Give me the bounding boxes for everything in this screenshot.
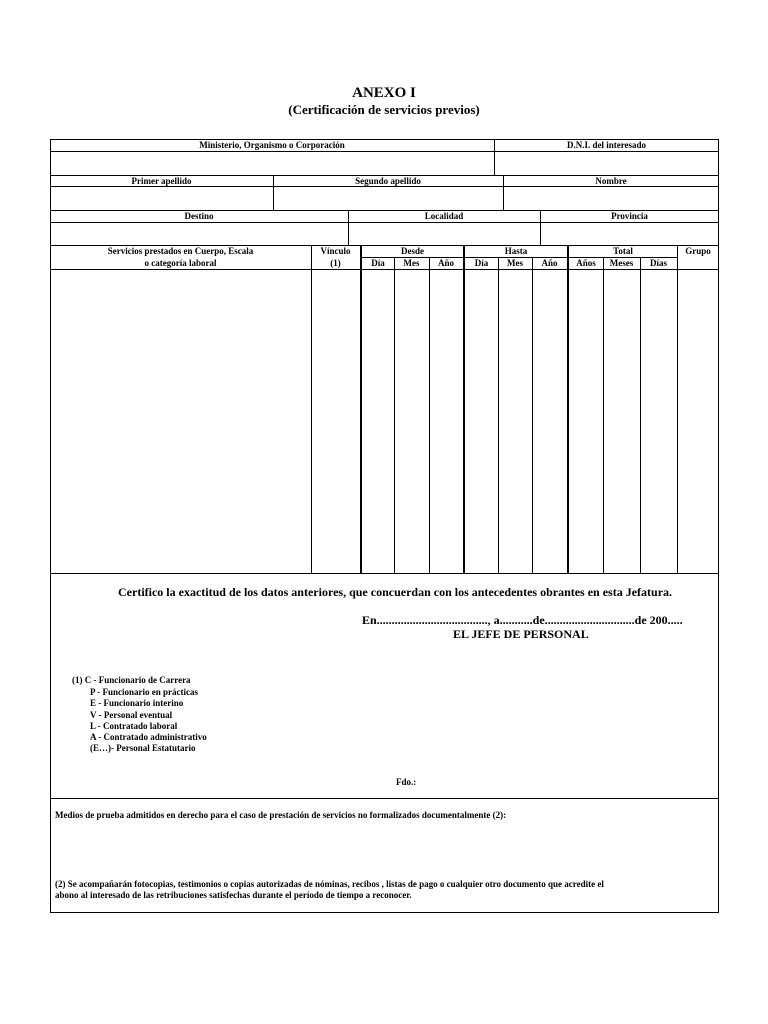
label-vinculo-line2: (1): [330, 258, 341, 268]
certification-signer: EL JEFE DE PERSONAL: [453, 627, 589, 641]
services-table-body[interactable]: [51, 270, 718, 572]
legend-item: V - Personal eventual: [90, 710, 173, 720]
label-desde-ano: Año: [437, 258, 454, 268]
legend-item: (1) C - Funcionario de Carrera: [72, 675, 191, 685]
label-ministerio: Ministerio, Organismo o Corporación: [199, 140, 345, 150]
document-subtitle: (Certificación de servicios previos): [288, 102, 480, 117]
field-segundo-apellido[interactable]: [274, 187, 502, 209]
label-desde: Desde: [401, 246, 424, 256]
document-title: ANEXO I: [352, 85, 416, 101]
certification-place-date: En....................................., a...........de..............................de 200.....: [362, 613, 683, 627]
legend-item: (E…)- Personal Estatutario: [90, 743, 196, 753]
label-dni: D.N.I. del interesado: [566, 140, 647, 150]
legend-item: P - Funcionario en prácticas: [90, 687, 198, 697]
label-localidad: Localidad: [424, 211, 464, 221]
field-provincia[interactable]: [541, 223, 718, 244]
legend-item: A - Contratado administrativo: [90, 732, 207, 742]
legend-item: L - Contratado laboral: [90, 721, 178, 731]
field-ministerio[interactable]: [51, 152, 493, 174]
label-desde-mes: Mes: [403, 258, 420, 268]
label-destino: Destino: [184, 211, 214, 221]
medios-prueba-field[interactable]: [55, 824, 715, 874]
label-hasta-ano: Año: [541, 258, 558, 268]
label-grupo: Grupo: [685, 246, 711, 256]
label-primer-apellido: Primer apellido: [131, 176, 192, 186]
label-total: Total: [613, 246, 633, 256]
field-dni[interactable]: [495, 152, 718, 174]
medios-prueba-label: Medios de prueba admitidos en derecho para el caso de prestación de servicios no formalizados documentalmente (2):: [55, 810, 507, 820]
label-hasta: Hasta: [504, 246, 528, 256]
label-hasta-dia: Día: [474, 258, 489, 268]
certification-statement: Certifico la exactitud de los datos anteriores, que concuerdan con los antecedentes obrantes en esta Jefatura.: [118, 585, 673, 599]
label-hasta-mes: Mes: [507, 258, 523, 268]
label-total-dias: Días: [649, 258, 667, 268]
label-segundo-apellido: Segundo apellido: [355, 176, 421, 186]
fdo-label: Fdo.:: [396, 777, 417, 787]
footnote-line1: (2) Se acompañarán fotocopias, testimonios o copias autorizadas de nóminas, recibos , listas de pago o cualquier otro documento que acredite el: [55, 879, 604, 889]
label-total-anos: Años: [576, 258, 596, 268]
legend-item: E - Funcionario interino: [90, 698, 184, 708]
footnote-line2: abono al interesado de las retribuciones satisfechas durante el período de tiempo a reconocer.: [55, 890, 412, 900]
label-servicios-line2: o categoría laboral: [144, 258, 217, 268]
label-provincia: Provincia: [611, 211, 648, 221]
field-localidad[interactable]: [349, 223, 539, 244]
label-vinculo-line1: Vínculo: [320, 246, 351, 256]
field-destino[interactable]: [51, 223, 347, 244]
field-primer-apellido[interactable]: [51, 187, 272, 209]
label-nombre: Nombre: [595, 176, 627, 186]
label-servicios-line1: Servicios prestados en Cuerpo, Escala: [107, 246, 254, 256]
field-nombre[interactable]: [504, 187, 718, 209]
signature-field[interactable]: [425, 772, 625, 790]
label-desde-dia: Día: [371, 258, 385, 268]
label-total-meses: Meses: [609, 258, 634, 268]
